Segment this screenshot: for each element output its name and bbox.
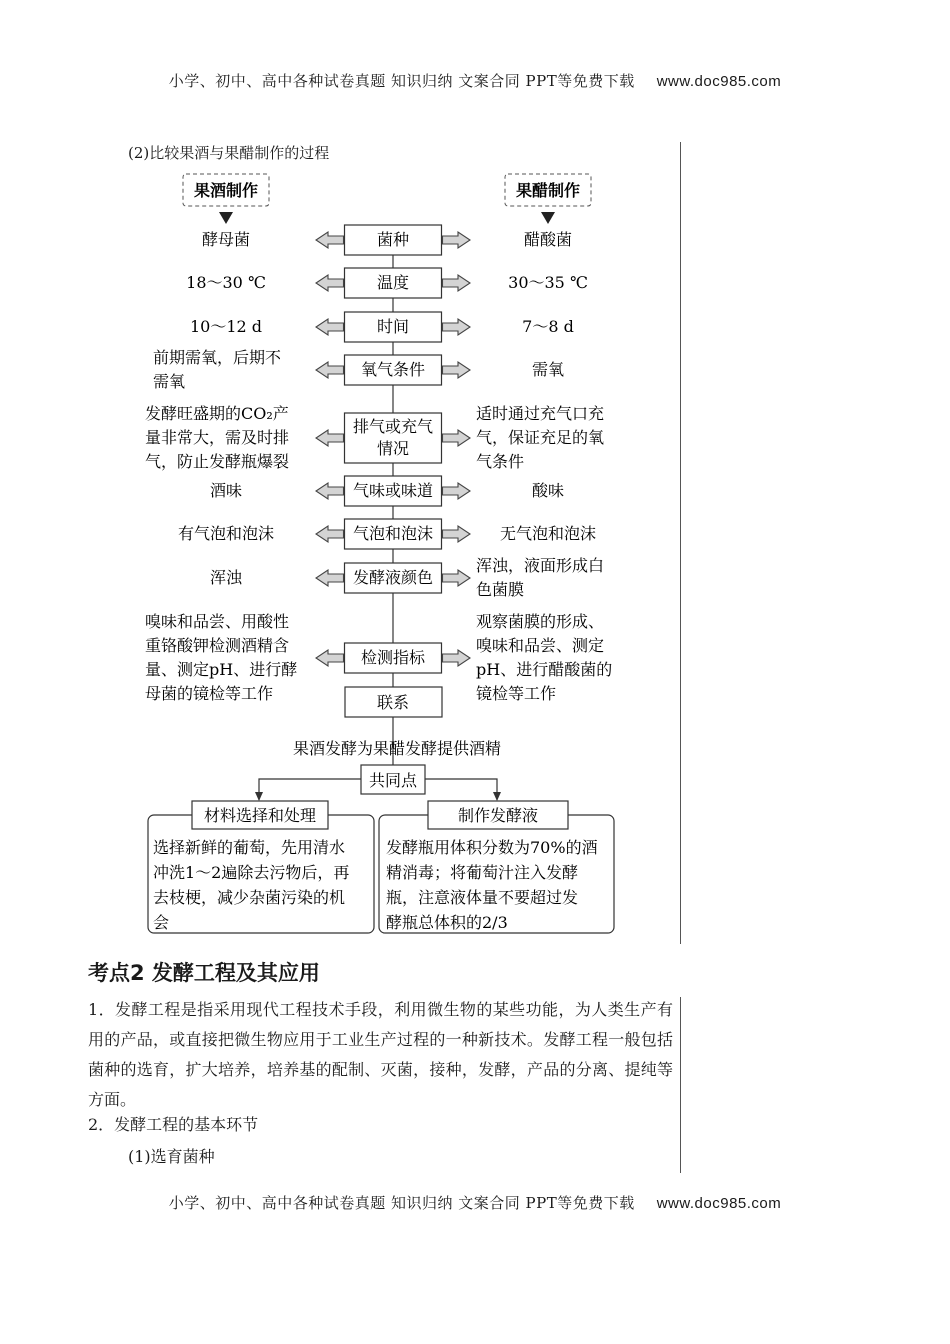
row-left-arrow <box>316 319 344 335</box>
row-center-label: 温度 <box>376 273 410 292</box>
row-left-text: 嗅味和品尝、用酸性重铬酸钾检测酒精含量、测定pH、进行酵母菌的镜检等工作 <box>145 612 298 703</box>
row-right-arrow <box>443 570 471 586</box>
section2-title: 考点2 发酵工程及其应用 <box>88 961 320 985</box>
row-left-text: 10～12 d <box>189 317 263 336</box>
row-left-arrow <box>316 362 344 378</box>
row-center-label: 气味或味道 <box>352 481 434 500</box>
row-left-text: 有气泡和泡沫 <box>177 524 275 543</box>
row-right-arrow <box>443 275 471 291</box>
common-arrow-left <box>259 779 361 800</box>
row-right-text: 30～35 ℃ <box>508 273 588 292</box>
row-center-label: 时间 <box>376 317 410 336</box>
row-right-text: 观察菌膜的形成、嗅味和品尝、测定 pH、进行醋酸菌的镜检等工作 <box>476 612 613 703</box>
row-6 <box>210 476 564 506</box>
footer-url[interactable]: www.doc985.com <box>656 1195 782 1212</box>
right-detail-text: 发酵瓶用体积分数为70%的酒精消毒；将葡萄汁注入发酵瓶，注意液体量不要超过发酵瓶总体积的2/3 <box>386 838 598 932</box>
row-left-arrow <box>316 570 344 586</box>
row-2 <box>186 268 588 298</box>
row-left-text: 前期需氧，后期不需氧 <box>153 348 282 391</box>
row-right-text: 适时通过充气口充气，保证充足的氧气条件 <box>476 404 605 471</box>
page-footer <box>0 1192 950 1213</box>
paragraph-1: 1．发酵工程是指采用现代工程技术手段，利用微生物的某些功能，为人类生产有用的产品，或直接把微生物应用于工业生产过程的一种新技术。发酵工程一般包括菌种的选育，扩大培养，培养基的配制、灭菌，接种，发酵，产品的分离、提纯等方面。 <box>88 1000 673 1109</box>
left-detail-title: 材料选择和处理 <box>203 806 317 825</box>
common-arrow-right <box>425 779 497 800</box>
row-left-text: 酵母菌 <box>201 230 251 249</box>
row-left-text: 发酵旺盛期的CO₂产量非常大，需及时排气，防止发酵瓶爆裂 <box>145 404 290 471</box>
row-3 <box>190 312 574 342</box>
row-left-text: 18～30 ℃ <box>186 273 266 292</box>
row-1 <box>202 225 572 255</box>
left-title-group <box>183 174 269 224</box>
row-right-text: 醋酸菌 <box>523 230 573 249</box>
right-detail-title: 制作发酵液 <box>457 806 539 825</box>
right-title-group <box>505 174 591 224</box>
header-url[interactable]: www.doc985.com <box>656 73 782 90</box>
row-left-text: 酒味 <box>209 481 243 500</box>
row-right-arrow <box>443 232 471 248</box>
right-title: 果醋制作 <box>515 181 581 200</box>
row-right-arrow <box>443 526 471 542</box>
comparison-rows <box>145 225 612 703</box>
subsection-title: (2)比较果酒与果醋制作的过程 <box>128 144 330 162</box>
row-right-arrow <box>443 362 471 378</box>
right-title-arrow <box>541 212 555 224</box>
row-left-arrow <box>316 526 344 542</box>
row-center-label: 气泡和泡沫 <box>352 524 434 543</box>
row-center-label: 氧气条件 <box>360 360 426 379</box>
row-right-arrow <box>443 650 471 666</box>
row-7 <box>178 519 596 549</box>
row-4 <box>153 348 564 391</box>
left-title-arrow <box>219 212 233 224</box>
left-title: 果酒制作 <box>193 181 259 200</box>
row-right-text: 酸味 <box>531 481 565 500</box>
row-center-label: 排气或充气情况 <box>352 417 434 458</box>
row-left-arrow <box>316 430 344 446</box>
row-right-text: 无气泡和泡沫 <box>499 524 597 543</box>
footer-text: 小学、初中、高中各种试卷真题 知识归纳 文案合同 PPT等免费下载 <box>168 1194 635 1212</box>
row-left-arrow <box>316 232 344 248</box>
paragraph-3: (1)选育菌种 <box>128 1147 215 1166</box>
row-right-text: 需氧 <box>531 360 565 379</box>
row-8 <box>210 556 604 599</box>
row-left-arrow <box>316 650 344 666</box>
row-right-arrow <box>443 319 471 335</box>
row-5 <box>145 404 604 471</box>
row-right-text: 7～8 d <box>522 317 574 336</box>
row-right-arrow <box>443 483 471 499</box>
common-label: 共同点 <box>368 771 418 790</box>
row-right-text: 浑浊，液面形成白色菌膜 <box>476 556 605 599</box>
paragraph-2: 2．发酵工程的基本环节 <box>88 1115 259 1134</box>
row-center-label: 检测指标 <box>360 648 426 667</box>
row-left-arrow <box>316 483 344 499</box>
row-left-arrow <box>316 275 344 291</box>
row-left-text: 浑浊 <box>209 568 243 587</box>
row-center-label: 发酵液颜色 <box>352 568 434 587</box>
left-detail-text: 选择新鲜的葡萄，先用清水冲洗1～2遍除去污物后，再去枝梗，减少杂菌污染的机会 <box>153 838 350 932</box>
link-text: 果酒发酵为果醋发酵提供酒精 <box>292 739 502 758</box>
row-center-label: 菌种 <box>376 230 410 249</box>
row-right-arrow <box>443 430 471 446</box>
link-label: 联系 <box>376 693 410 712</box>
header-text: 小学、初中、高中各种试卷真题 知识归纳 文案合同 PPT等免费下载 <box>168 72 635 90</box>
